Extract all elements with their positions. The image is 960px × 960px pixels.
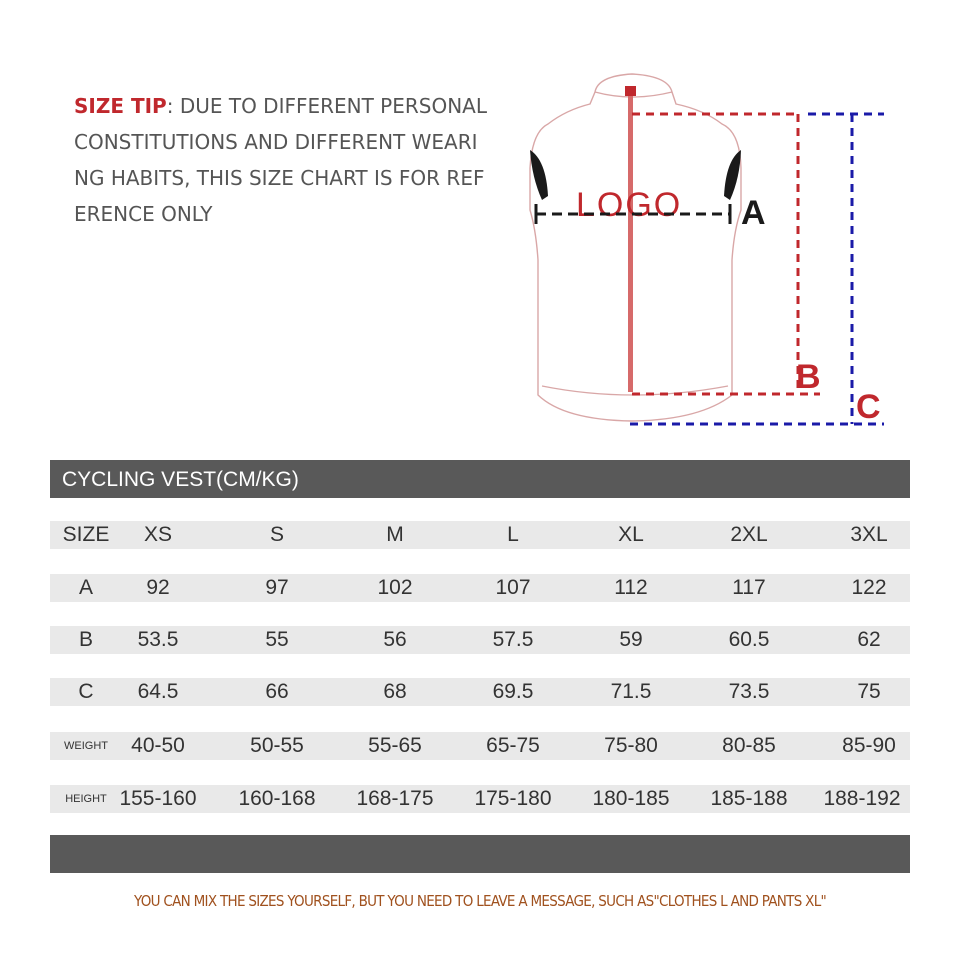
row-label: HEIGHT [65,793,107,805]
footer-note: YOU CAN MIX THE SIZES YOURSELF, BUT YOU NEED TO LEAVE A MESSAGE, SUCH AS"CLOTHES L AND PANTS XL" [133,892,827,910]
cell-value: 160-168 [238,787,316,810]
cell-value: 68 [383,680,407,703]
cell-value: 75 [857,680,881,703]
size-xs: XS [143,523,172,546]
size-l: L [507,523,519,546]
size-tip-text: : DUE TO DIFFERENT PERSONAL CONSTITUTIONS AND DIFFERENT WEARI NG HABITS, THIS SIZE CHART IS FOR REF ERENCE ONLY [74,94,487,226]
size-3xl: 3XL [850,523,888,546]
table-row-weight [50,732,910,760]
label-a: A [741,194,766,232]
cell-value: 92 [146,576,170,599]
cell-value: 62 [857,628,881,651]
cell-value: 57.5 [492,628,534,651]
cell-value: 71.5 [610,680,652,703]
cell-value: 50-55 [250,734,304,757]
cell-value: 53.5 [137,628,179,651]
cell-value: 56 [383,628,407,651]
cell-value: 85-90 [842,734,896,757]
cell-value: 168-175 [356,787,434,810]
size-xl: XL [618,523,644,546]
size-header-row [50,521,910,549]
vest-zip [628,92,633,392]
cell-value: 155-160 [119,787,197,810]
vest-measurement-diagram [0,0,960,450]
cell-value: 102 [377,576,413,599]
cell-value: 60.5 [728,628,770,651]
cell-value: 59 [619,628,643,651]
table-row-a [50,574,910,602]
cell-value: 65-75 [486,734,540,757]
cell-value: 64.5 [137,680,179,703]
cell-value: 122 [851,576,887,599]
row-label: B [78,628,93,651]
table-row-c [50,678,910,706]
cell-value: 55 [265,628,289,651]
cell-value: 66 [265,680,289,703]
cell-value: 185-188 [710,787,788,810]
size-2xl: 2XL [730,523,768,546]
size-m: M [386,523,404,546]
cell-value: 55-65 [368,734,422,757]
logo-text: LOGO [576,186,683,224]
cell-value: 40-50 [131,734,185,757]
table-row-height [50,785,910,813]
label-c: C [856,388,881,426]
cell-value: 117 [732,576,766,599]
row-label: WEIGHT [64,740,108,752]
vest-outline [530,74,741,421]
cell-value: 80-85 [722,734,776,757]
size-header-label: SIZE [62,523,110,546]
size-tip-label: SIZE TIP [74,94,167,118]
label-b: B [796,358,821,396]
row-label: A [78,576,93,599]
cell-value: 188-192 [823,787,901,810]
cell-value: 180-185 [592,787,670,810]
table-title-bar [50,460,910,498]
cell-value: 73.5 [728,680,770,703]
cell-value: 112 [614,576,648,599]
vest-illustration [0,0,960,450]
row-label: C [78,680,94,703]
cell-value: 107 [495,576,531,599]
cell-value: 175-180 [474,787,552,810]
cell-value: 97 [265,576,289,599]
table-title: CYCLING VEST(CM/KG) [62,468,299,491]
table-footer-bar [50,835,910,873]
cell-value: 69.5 [492,680,534,703]
size-s: S [269,523,284,546]
table-row-b [50,626,910,654]
cell-value: 75-80 [604,734,658,757]
zip-puller [625,86,636,96]
